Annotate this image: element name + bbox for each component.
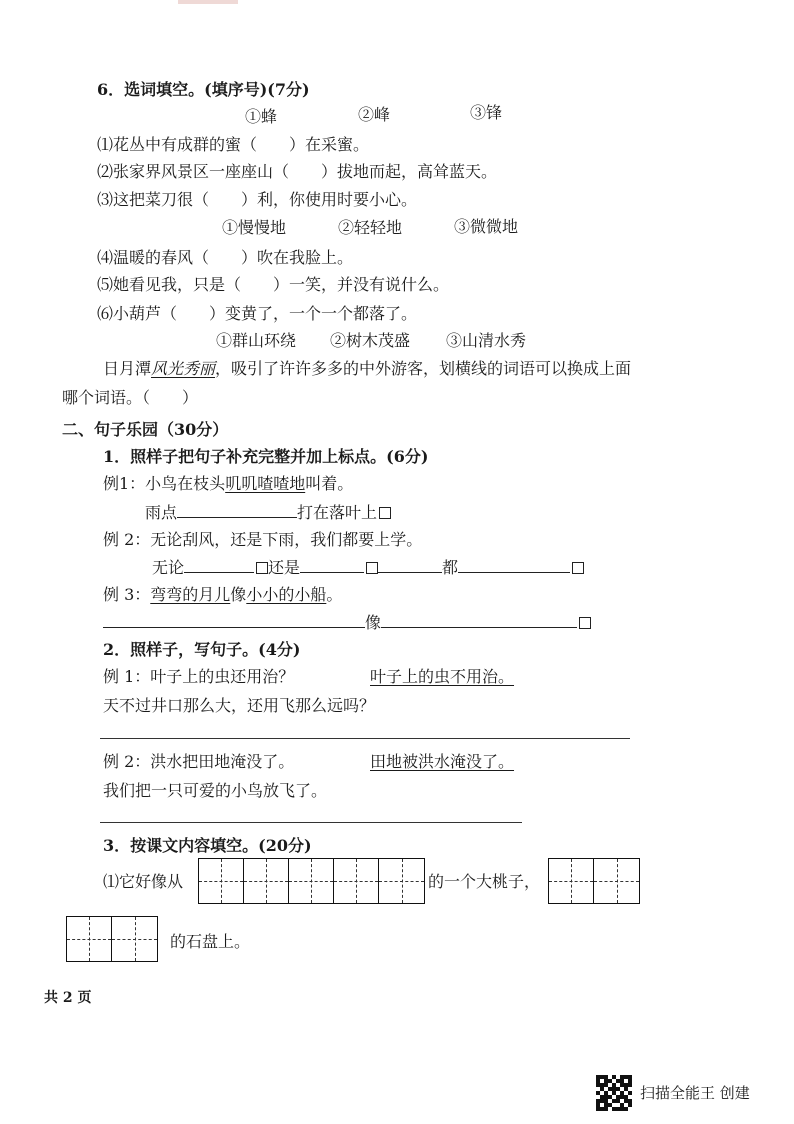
q2-task-2: 我们把一只可爱的小鸟放飞了。 bbox=[103, 781, 328, 800]
answer-line[interactable] bbox=[100, 822, 522, 823]
punctuation-box[interactable] bbox=[379, 507, 391, 519]
q2-title: 2．照样子，写句子。(4分) bbox=[103, 640, 301, 659]
answer-blank[interactable] bbox=[103, 611, 365, 628]
q6-sentence-1: ⑴花丛中有成群的蜜（ ）在采蜜。 bbox=[97, 135, 370, 154]
q1-fill-3: 像 bbox=[103, 611, 591, 633]
char-cell[interactable] bbox=[199, 859, 244, 903]
char-cell[interactable] bbox=[549, 859, 594, 903]
q6-option-2: ②峰 bbox=[358, 105, 391, 124]
char-cell[interactable] bbox=[67, 917, 112, 961]
q6-sentence-7: 日月潭风光秀丽，吸引了许许多多的中外游客，划横线的词语可以换成上面 bbox=[103, 359, 632, 378]
q2-example-2-answer: 田地被洪水淹没了。 bbox=[370, 752, 515, 771]
q6-option-5: ②轻轻地 bbox=[338, 218, 403, 237]
q3-line-1-prefix: ⑴它好像从 bbox=[103, 872, 184, 891]
char-grid-3[interactable] bbox=[66, 916, 158, 962]
q3-line-1-middle: 的一个大桃子， bbox=[428, 872, 541, 891]
answer-blank[interactable] bbox=[378, 556, 442, 573]
q6-sentence-4: ⑷温暖的春风（ ）吹在我脸上。 bbox=[97, 248, 354, 267]
q1-fill-1: 雨点 打在落叶上 bbox=[145, 501, 391, 523]
q1-fill-2: 无论 还是 都 bbox=[152, 556, 584, 578]
answer-blank[interactable] bbox=[381, 611, 577, 628]
punctuation-box[interactable] bbox=[366, 562, 378, 574]
example-1-underline: 叽叽喳喳地 bbox=[225, 474, 306, 493]
q1-example-2: 例 2：无论刮风，还是下雨，我们都要上学。 bbox=[103, 530, 423, 549]
q3-title: 3．按课文内容填空。(20分) bbox=[103, 836, 312, 855]
q3-line-2-suffix: 的石盘上。 bbox=[170, 932, 251, 951]
answer-blank[interactable] bbox=[184, 556, 254, 573]
q2-example-1-answer: 叶子上的虫不用治。 bbox=[370, 667, 515, 686]
scanner-watermark: 扫描全能王 创建 bbox=[640, 1084, 750, 1102]
punctuation-box[interactable] bbox=[572, 562, 584, 574]
answer-blank[interactable] bbox=[177, 501, 297, 518]
scan-mark bbox=[178, 0, 238, 4]
char-cell[interactable] bbox=[594, 859, 639, 903]
q6-sentence-3: ⑶这把菜刀很（ ）利，你使用时要小心。 bbox=[97, 190, 418, 209]
q6-sentence-5: ⑸她看见我，只是（ ）一笑，并没有说什么。 bbox=[97, 275, 450, 294]
char-grid-1[interactable] bbox=[198, 858, 425, 904]
q6-option-8: ②树木茂盛 bbox=[330, 331, 411, 350]
q6-option-4: ①慢慢地 bbox=[222, 218, 287, 237]
q6-title: 6．选词填空。(填序号)(7分) bbox=[97, 80, 310, 99]
page-count: 共 2 页 bbox=[44, 990, 92, 1006]
q6-option-1: ①蜂 bbox=[245, 107, 278, 126]
answer-blank[interactable] bbox=[300, 556, 364, 573]
q2-task-1: 天不过井口那么大，还用飞那么远吗？ bbox=[103, 696, 376, 715]
char-grid-2[interactable] bbox=[548, 858, 640, 904]
section-2-title: 二、句子乐园（30分） bbox=[62, 420, 229, 439]
q6-option-9: ③山清水秀 bbox=[446, 331, 527, 350]
char-cell[interactable] bbox=[334, 859, 379, 903]
q6-sentence-2: ⑵张家界风景区一座座山（ ）拔地而起，高耸蓝天。 bbox=[97, 162, 498, 181]
q6-option-7: ①群山环绕 bbox=[216, 331, 297, 350]
char-cell[interactable] bbox=[289, 859, 334, 903]
answer-line[interactable] bbox=[100, 738, 630, 739]
q1-example-1: 例1：小鸟在枝头叽叽喳喳地叫着。 bbox=[103, 474, 354, 493]
q6-option-3: ③锋 bbox=[470, 103, 503, 122]
q2-example-2: 例 2：洪水把田地淹没了。 bbox=[103, 752, 295, 771]
char-cell[interactable] bbox=[244, 859, 289, 903]
example-3-underline-b: 小小的小船 bbox=[246, 585, 327, 604]
example-3-underline-a: 弯弯的月儿 bbox=[150, 585, 231, 604]
q1-example-3: 例 3：弯弯的月儿像小小的小船。 bbox=[103, 585, 343, 604]
qr-code-icon bbox=[596, 1075, 632, 1111]
q6-sentence-7-cont: 哪个词语。（ ） bbox=[62, 388, 199, 407]
q2-example-1: 例 1：叶子上的虫还用治？ bbox=[103, 667, 295, 686]
q1-title: 1．照样子把句子补充完整并加上标点。(6分) bbox=[103, 447, 429, 466]
char-cell[interactable] bbox=[112, 917, 157, 961]
punctuation-box[interactable] bbox=[579, 617, 591, 629]
q6-sentence-6: ⑹小葫芦（ ）变黄了，一个一个都落了。 bbox=[97, 304, 418, 323]
answer-blank[interactable] bbox=[458, 556, 570, 573]
underlined-phrase: 风光秀丽 bbox=[151, 359, 216, 378]
q6-option-6: ③微微地 bbox=[454, 217, 519, 236]
char-cell[interactable] bbox=[379, 859, 424, 903]
punctuation-box[interactable] bbox=[256, 562, 268, 574]
